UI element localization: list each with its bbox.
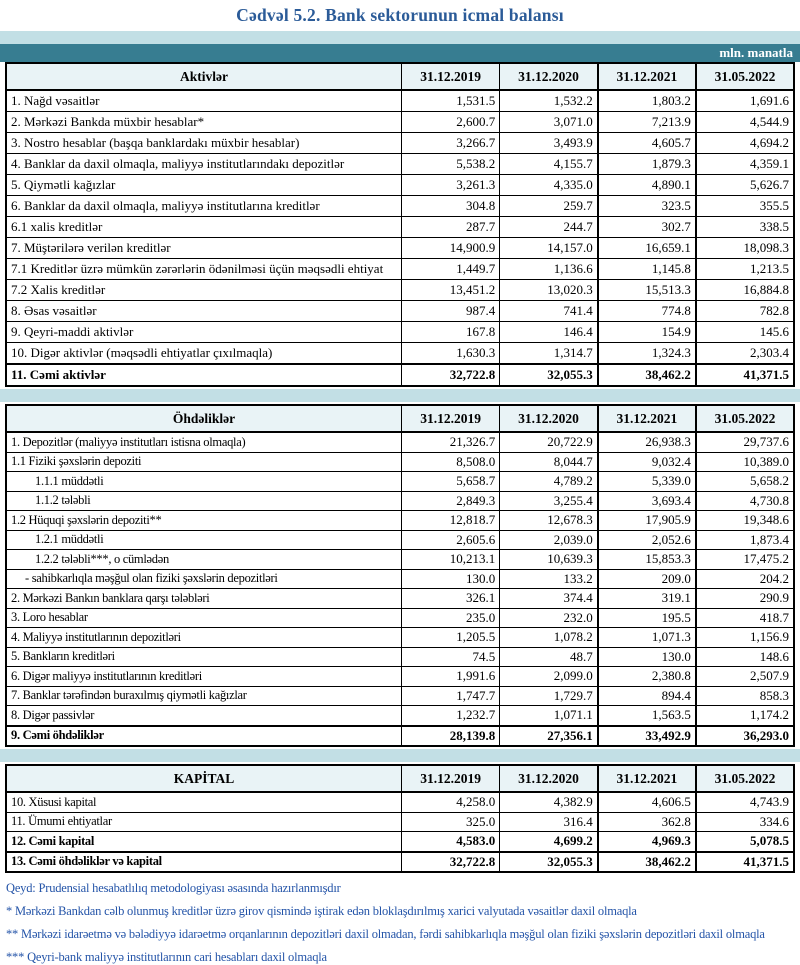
row-label: 7. Müştərilərə verilən kreditlər: [6, 238, 402, 259]
column-header: 31.05.2022: [696, 63, 794, 90]
column-header: 31.12.2021: [598, 63, 696, 90]
cell-value: 36,293.0: [696, 726, 794, 747]
column-header: 31.12.2021: [598, 405, 696, 432]
row-label: 3. Loro hesablar: [6, 608, 402, 628]
cell-value: 5,078.5: [696, 832, 794, 852]
table-row: [6, 452, 794, 472]
cell-value: 32,722.8: [402, 364, 500, 386]
unit-label: mln. manatla: [719, 45, 793, 60]
footnotes: [0, 873, 800, 965]
cell-value: 4,335.0: [500, 175, 598, 196]
cell-value: 18,098.3: [696, 238, 794, 259]
cell-value: 15,853.3: [598, 550, 696, 570]
footnote-2: ** Mərkəzi idarəetmə və bələdiyyə idarəetmə orqanlarının depozitləri daxil olmadan, fərdi sahibkarlıqla məşğul olan fiziki şəxslərin depozitləri daxil olmaqla: [6, 927, 765, 941]
cell-value: 41,371.5: [696, 852, 794, 873]
cell-value: 235.0: [402, 608, 500, 628]
cell-value: 1,324.3: [598, 343, 696, 365]
table-row: [6, 589, 794, 609]
table-row: [6, 667, 794, 687]
table-row: [6, 511, 794, 531]
row-label: 6.1 xalis kreditlər: [6, 217, 402, 238]
cell-value: 4,382.9: [500, 792, 598, 812]
cell-value: 2,600.7: [402, 112, 500, 133]
assets-table: [5, 62, 795, 387]
table-row: [6, 647, 794, 667]
cell-value: 5,658.7: [402, 472, 500, 492]
cell-value: 1,531.5: [402, 90, 500, 112]
row-label: 1.2.1 müddətli: [6, 530, 402, 550]
table-row: [6, 154, 794, 175]
row-label: 13. Cəmi öhdəliklər və kapital: [6, 852, 402, 873]
row-label: 1.1 Fiziki şəxslərin depoziti: [6, 452, 402, 472]
cell-value: 27,356.1: [500, 726, 598, 747]
cell-value: 38,462.2: [598, 852, 696, 873]
cell-value: 195.5: [598, 608, 696, 628]
table-row: [6, 432, 794, 452]
cell-value: 15,513.3: [598, 280, 696, 301]
column-header: 31.12.2020: [500, 765, 598, 792]
row-label: - sahibkarlıqla məşğul olan fiziki şəxslərin depozitləri: [6, 569, 402, 589]
liabilities-table: [5, 404, 795, 747]
table-row: [6, 259, 794, 280]
cell-value: 3,071.0: [500, 112, 598, 133]
cell-value: 1,630.3: [402, 343, 500, 365]
cell-value: 1,232.7: [402, 706, 500, 726]
cell-value: 1,174.2: [696, 706, 794, 726]
table-row: [6, 133, 794, 154]
row-label: 12. Cəmi kapital: [6, 832, 402, 852]
table-row: [6, 706, 794, 726]
row-label: 9. Cəmi öhdəliklər: [6, 726, 402, 747]
cell-value: 14,157.0: [500, 238, 598, 259]
cell-value: 741.4: [500, 301, 598, 322]
cell-value: 319.1: [598, 589, 696, 609]
cell-value: 2,303.4: [696, 343, 794, 365]
row-label: 1. Nağd vəsaitlər: [6, 90, 402, 112]
cell-value: 2,507.9: [696, 667, 794, 687]
column-header: 31.12.2019: [402, 63, 500, 90]
row-label: 7.2 Xalis kreditlər: [6, 280, 402, 301]
table-row: [6, 196, 794, 217]
table-row: [6, 343, 794, 365]
capital-table: [5, 764, 795, 873]
cell-value: 1,729.7: [500, 686, 598, 706]
row-label: 4. Banklar da daxil olmaqla, maliyyə institutlarındakı depozitlər: [6, 154, 402, 175]
row-label: 4. Maliyyə institutlarının depozitləri: [6, 628, 402, 648]
table-row: [6, 175, 794, 196]
cell-value: 290.9: [696, 589, 794, 609]
cell-value: 10,389.0: [696, 452, 794, 472]
cell-value: 2,039.0: [500, 530, 598, 550]
cell-value: 259.7: [500, 196, 598, 217]
cell-value: 1,213.5: [696, 259, 794, 280]
cell-value: 362.8: [598, 812, 696, 832]
row-label: 1.1.2 tələbli: [6, 491, 402, 511]
row-label: 6. Banklar da daxil olmaqla, maliyyə institutlarına kreditlər: [6, 196, 402, 217]
column-header: 31.12.2019: [402, 765, 500, 792]
cell-value: 167.8: [402, 322, 500, 343]
cell-value: 1,314.7: [500, 343, 598, 365]
cell-value: 2,099.0: [500, 667, 598, 687]
cell-value: 2,849.3: [402, 491, 500, 511]
cell-value: 2,605.6: [402, 530, 500, 550]
cell-value: 13,020.3: [500, 280, 598, 301]
cell-value: 48.7: [500, 647, 598, 667]
row-label: 1.1.1 müddətli: [6, 472, 402, 492]
cell-value: 232.0: [500, 608, 598, 628]
cell-value: 987.4: [402, 301, 500, 322]
row-label: 8. Əsas vəsaitlər: [6, 301, 402, 322]
row-label: 7. Banklar tərəfindən buraxılmış qiymətli kağızlar: [6, 686, 402, 706]
cell-value: 1,156.9: [696, 628, 794, 648]
table-row: [6, 608, 794, 628]
footnote-3: *** Qeyri-bank maliyyə institutlarının cari hesabları daxil olmaqla: [6, 950, 327, 964]
cell-value: 4,743.9: [696, 792, 794, 812]
decorative-band-top: [0, 31, 800, 44]
column-header: 31.05.2022: [696, 405, 794, 432]
cell-value: 4,699.2: [500, 832, 598, 852]
cell-value: 374.4: [500, 589, 598, 609]
table-row: [6, 550, 794, 570]
cell-value: 1,071.3: [598, 628, 696, 648]
cell-value: 1,747.7: [402, 686, 500, 706]
table-row: [6, 792, 794, 812]
cell-value: 146.4: [500, 322, 598, 343]
cell-value: 1,078.2: [500, 628, 598, 648]
cell-value: 1,532.2: [500, 90, 598, 112]
cell-value: 244.7: [500, 217, 598, 238]
row-label: 6. Digər maliyyə institutlarının kreditləri: [6, 667, 402, 687]
cell-value: 13,451.2: [402, 280, 500, 301]
row-label: 2. Mərkəzi Bankda müxbir hesablar*: [6, 112, 402, 133]
row-label: 1.2 Hüquqi şəxslərin depoziti**: [6, 511, 402, 531]
unit-band: [0, 44, 800, 62]
section-divider-band: [0, 389, 800, 402]
row-label: 10. Digər aktivlər (məqsədli ehtiyatlar çıxılmaqla): [6, 343, 402, 365]
cell-value: 3,261.3: [402, 175, 500, 196]
cell-value: 325.0: [402, 812, 500, 832]
cell-value: 326.1: [402, 589, 500, 609]
table-row: [6, 852, 794, 873]
cell-value: 1,449.7: [402, 259, 500, 280]
cell-value: 1,071.1: [500, 706, 598, 726]
table-row: [6, 280, 794, 301]
column-header: 31.12.2019: [402, 405, 500, 432]
cell-value: 3,266.7: [402, 133, 500, 154]
cell-value: 204.2: [696, 569, 794, 589]
cell-value: 8,044.7: [500, 452, 598, 472]
cell-value: 5,658.2: [696, 472, 794, 492]
cell-value: 145.6: [696, 322, 794, 343]
cell-value: 1,691.6: [696, 90, 794, 112]
table-row: [6, 322, 794, 343]
cell-value: 4,583.0: [402, 832, 500, 852]
section-divider-band: [0, 749, 800, 762]
cell-value: 33,492.9: [598, 726, 696, 747]
column-header: 31.12.2021: [598, 765, 696, 792]
table-row: [6, 530, 794, 550]
table-row: [6, 472, 794, 492]
table-row: [6, 217, 794, 238]
cell-value: 4,605.7: [598, 133, 696, 154]
cell-value: 1,205.5: [402, 628, 500, 648]
table-row: [6, 628, 794, 648]
header-row: [6, 405, 794, 432]
cell-value: 2,380.8: [598, 667, 696, 687]
cell-value: 28,139.8: [402, 726, 500, 747]
row-label: 11. Ümumi ehtiyatlar: [6, 812, 402, 832]
cell-value: 17,905.9: [598, 511, 696, 531]
table-row: [6, 812, 794, 832]
cell-value: 38,462.2: [598, 364, 696, 386]
cell-value: 32,055.3: [500, 852, 598, 873]
row-label: 7.1 Kreditlər üzrə mümkün zərərlərin ödənilməsi üçün məqsədli ehtiyat: [6, 259, 402, 280]
cell-value: 287.7: [402, 217, 500, 238]
cell-value: 302.7: [598, 217, 696, 238]
table-row: [6, 686, 794, 706]
cell-value: 133.2: [500, 569, 598, 589]
cell-value: 4,155.7: [500, 154, 598, 175]
cell-value: 5,626.7: [696, 175, 794, 196]
table-row: [6, 832, 794, 852]
header-row: [6, 765, 794, 792]
row-label: 5. Bankların kreditləri: [6, 647, 402, 667]
cell-value: 355.5: [696, 196, 794, 217]
table-row: [6, 364, 794, 386]
section-header: Öhdəliklər: [6, 405, 402, 432]
row-label: 1.2.2 tələbli***, o cümlədən: [6, 550, 402, 570]
cell-value: 1,991.6: [402, 667, 500, 687]
cell-value: 130.0: [402, 569, 500, 589]
column-header: 31.05.2022: [696, 765, 794, 792]
cell-value: 858.3: [696, 686, 794, 706]
cell-value: 19,348.6: [696, 511, 794, 531]
cell-value: 1,145.8: [598, 259, 696, 280]
row-label: 8. Digər passivlər: [6, 706, 402, 726]
cell-value: 32,055.3: [500, 364, 598, 386]
cell-value: 4,694.2: [696, 133, 794, 154]
cell-value: 12,678.3: [500, 511, 598, 531]
table-row: [6, 726, 794, 747]
cell-value: 418.7: [696, 608, 794, 628]
cell-value: 1,803.2: [598, 90, 696, 112]
cell-value: 8,508.0: [402, 452, 500, 472]
cell-value: 4,359.1: [696, 154, 794, 175]
row-label: 9. Qeyri-maddi aktivlər: [6, 322, 402, 343]
row-label: 2. Mərkəzi Bankın banklara qarşı tələbləri: [6, 589, 402, 609]
cell-value: 3,493.9: [500, 133, 598, 154]
cell-value: 4,258.0: [402, 792, 500, 812]
cell-value: 26,938.3: [598, 432, 696, 452]
cell-value: 16,659.1: [598, 238, 696, 259]
cell-value: 334.6: [696, 812, 794, 832]
cell-value: 21,326.7: [402, 432, 500, 452]
cell-value: 29,737.6: [696, 432, 794, 452]
table-row: [6, 238, 794, 259]
cell-value: 2,052.6: [598, 530, 696, 550]
cell-value: 12,818.7: [402, 511, 500, 531]
header-row: [6, 63, 794, 90]
cell-value: 1,879.3: [598, 154, 696, 175]
cell-value: 4,969.3: [598, 832, 696, 852]
table-row: [6, 301, 794, 322]
cell-value: 130.0: [598, 647, 696, 667]
cell-value: 1,136.6: [500, 259, 598, 280]
cell-value: 17,475.2: [696, 550, 794, 570]
footnote-qeyd: Qeyd: Prudensial hesabatlılıq metodologiyası əsasında hazırlanmışdır: [6, 881, 341, 895]
tables-container: [0, 62, 800, 873]
cell-value: 9,032.4: [598, 452, 696, 472]
cell-value: 32,722.8: [402, 852, 500, 873]
cell-value: 10,213.1: [402, 550, 500, 570]
table-row: [6, 569, 794, 589]
cell-value: 316.4: [500, 812, 598, 832]
row-label: 1. Depozitlər (maliyyə institutları istisna olmaqla): [6, 432, 402, 452]
column-header: 31.12.2020: [500, 63, 598, 90]
cell-value: 5,538.2: [402, 154, 500, 175]
cell-value: 4,544.9: [696, 112, 794, 133]
row-label: 11. Cəmi aktivlər: [6, 364, 402, 386]
cell-value: 148.6: [696, 647, 794, 667]
page-title: Cədvəl 5.2. Bank sektorunun icmal balansı: [236, 5, 564, 25]
table-row: [6, 112, 794, 133]
cell-value: 894.4: [598, 686, 696, 706]
cell-value: 10,639.3: [500, 550, 598, 570]
cell-value: 14,900.9: [402, 238, 500, 259]
cell-value: 5,339.0: [598, 472, 696, 492]
cell-value: 774.8: [598, 301, 696, 322]
row-label: 3. Nostro hesablar (başqa banklardakı müxbir hesablar): [6, 133, 402, 154]
cell-value: 74.5: [402, 647, 500, 667]
table-row: [6, 90, 794, 112]
footnote-1: * Mərkəzi Bankdan cəlb olunmuş kreditlər üzrə girov qismində iştirak edən bloklaşdırılmış xarici valyutada vəsaitlər daxil olmaqla: [6, 904, 637, 918]
cell-value: 3,255.4: [500, 491, 598, 511]
cell-value: 16,884.8: [696, 280, 794, 301]
cell-value: 154.9: [598, 322, 696, 343]
row-label: 5. Qiymətli kağızlar: [6, 175, 402, 196]
cell-value: 338.5: [696, 217, 794, 238]
cell-value: 323.5: [598, 196, 696, 217]
cell-value: 782.8: [696, 301, 794, 322]
cell-value: 4,789.2: [500, 472, 598, 492]
cell-value: 4,606.5: [598, 792, 696, 812]
cell-value: 4,890.1: [598, 175, 696, 196]
cell-value: 20,722.9: [500, 432, 598, 452]
column-header: 31.12.2020: [500, 405, 598, 432]
cell-value: 1,563.5: [598, 706, 696, 726]
cell-value: 3,693.4: [598, 491, 696, 511]
cell-value: 7,213.9: [598, 112, 696, 133]
cell-value: 4,730.8: [696, 491, 794, 511]
row-label: 10. Xüsusi kapital: [6, 792, 402, 812]
section-header: KAPİTAL: [6, 765, 402, 792]
cell-value: 209.0: [598, 569, 696, 589]
cell-value: 41,371.5: [696, 364, 794, 386]
cell-value: 1,873.4: [696, 530, 794, 550]
cell-value: 304.8: [402, 196, 500, 217]
table-row: [6, 491, 794, 511]
section-header: Aktivlər: [6, 63, 402, 90]
